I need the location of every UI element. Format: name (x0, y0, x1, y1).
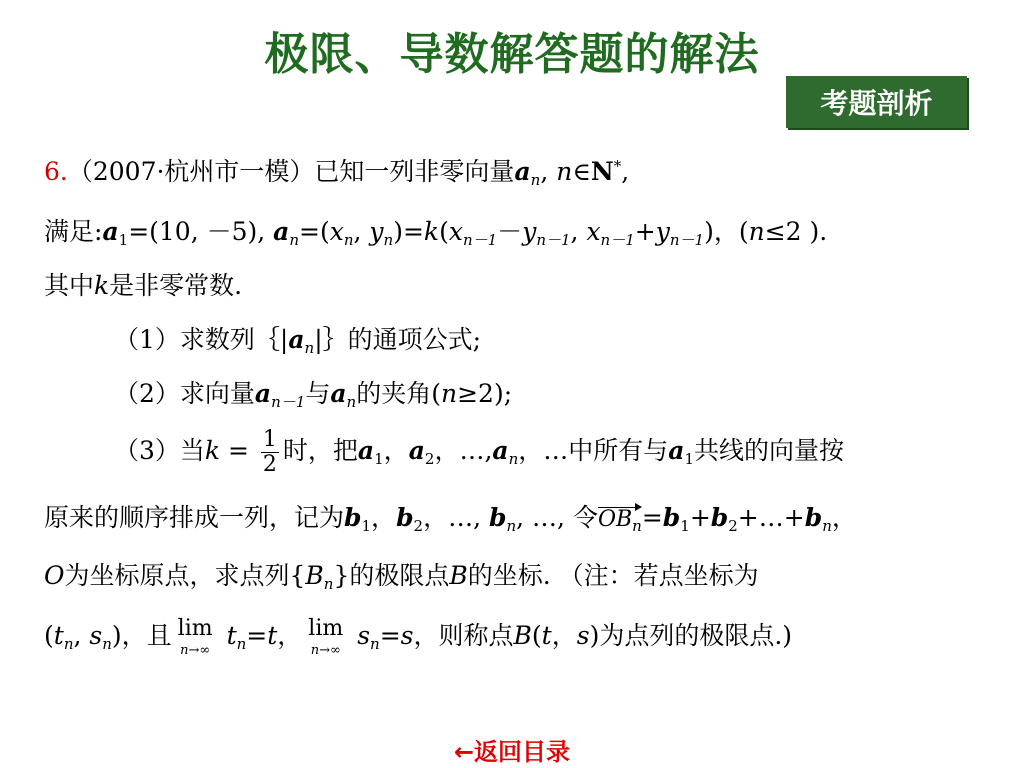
slide-title: 极限、导数解答题的解法 (264, 29, 760, 80)
limit-operator-s: lim n→∞ (308, 616, 344, 658)
problem-line-9: ($t_n$, $s_n$)，且 lim n→∞ $t_n=t$， lim n→∞ $s_n=s$，则称点B(t，s)为点列的极限点.) (44, 616, 793, 658)
problem-line-8: O为坐标原点，求点列$\{B_n\}$的极限点B的坐标. （注：若点坐标为 (44, 561, 759, 593)
problem-line-3: 其中k是非零常数. (44, 271, 243, 300)
vector-ob-n: $OB_n$ (598, 502, 642, 535)
question-2: （2）求向量$a_{n-1}$与$a_n$的夹角(n≥2); (114, 379, 513, 411)
problem-line-7: 原来的顺序排成一列，记为$b_1$，$b_2$，…, $b_n$, …, 令$OB_n=b_1+b_2+\dots+b_n$， (44, 503, 857, 535)
section-badge[interactable]: 考题剖析 (786, 76, 967, 128)
question-3: （3）当k = $\frac{1}{2}$ 时，把$a_1$，$a_2$，$\dots,a_n$，…中所有与$a_1$共线的向量按 (114, 427, 845, 478)
limit-operator-t: lim n→∞ (177, 616, 213, 658)
question-1: （1）求数列$\{|a_n|\}$的通项公式; (114, 325, 482, 357)
fraction-one-half: $\frac{1}{2}$ (262, 427, 277, 478)
problem-line-2: 满足$:a_1=(10$, －5), $a_n=(x_n$, $y_n)=k(x_{n-1}-y_{n-1}$, $x_{n-1}+y_{n-1}$)，(n≤2 ). (44, 217, 828, 249)
problem-number: 6. (44, 157, 68, 186)
back-to-contents-link[interactable]: ←返回目录 (453, 738, 571, 766)
problem-line-1: 6.（2007·杭州市一模）已知一列非零向量$a_n$, n∈N*, (44, 157, 630, 189)
